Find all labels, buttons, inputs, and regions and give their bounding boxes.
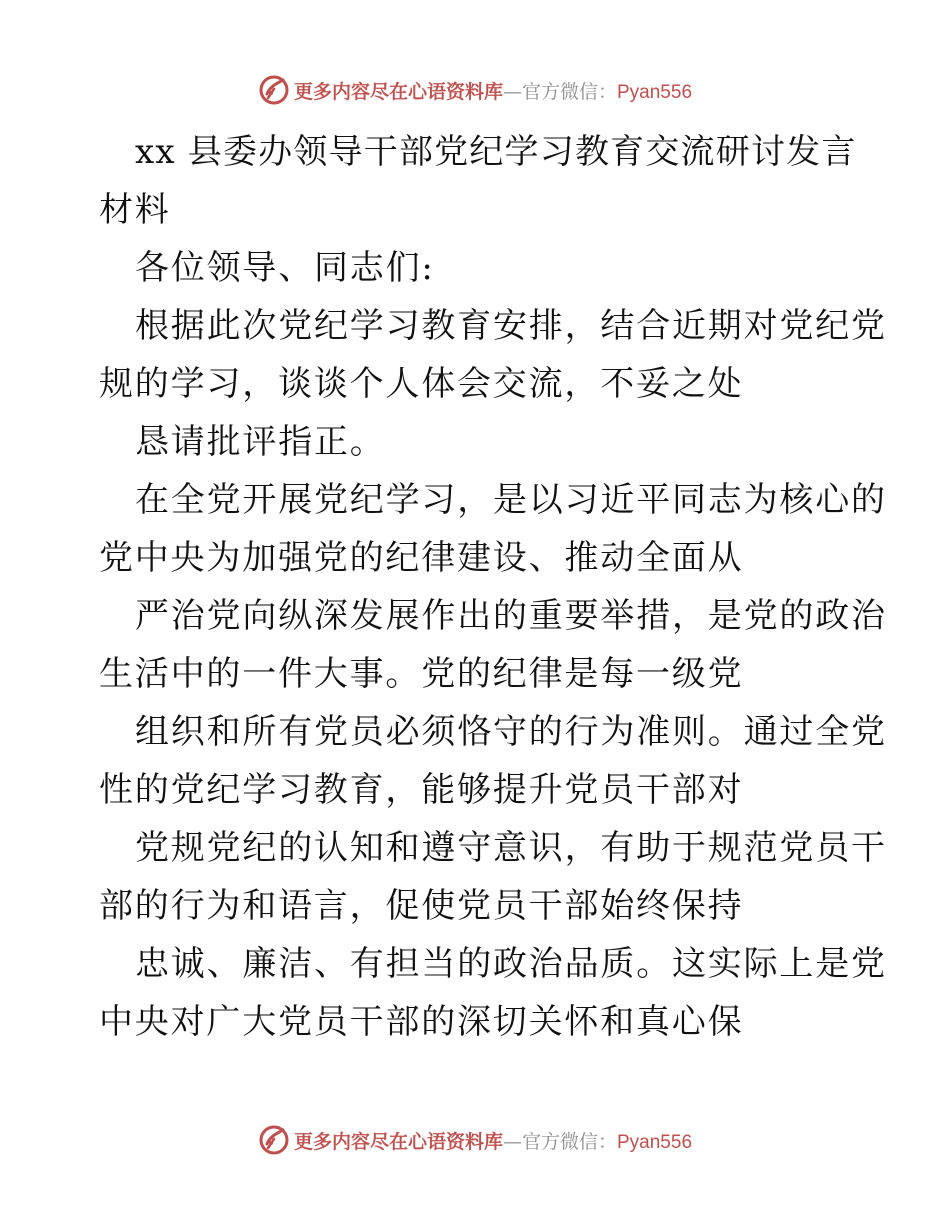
paragraph-line: 党规党纪的认知和遵守意识，有助于规范党员干 [135,828,887,868]
header-watermark [0,72,950,108]
paragraph-line: 党中央为加强党的纪律建设、推动全面从 [99,538,744,578]
watermark-text [294,1127,692,1154]
watermark-wechat-label: 官方微信： [521,80,617,103]
paragraph-line: 规的学习，谈谈个人体会交流，不妥之处 [99,364,744,404]
watermark-group [258,1124,692,1156]
paragraph-line: 中央对广大党员干部的深切关怀和真心保 [99,1002,744,1042]
paragraph-line: 忠诚、廉洁、有担当的政治品质。这实际上是党 [135,944,887,984]
paragraph-line: 组织和所有党员必须恪守的行为准则。通过全党 [135,712,887,752]
paragraph-line: 生活中的一件大事。党的纪律是每一级党 [99,654,744,694]
watermark-text [294,77,692,104]
watermark-separator: — [502,1130,522,1153]
watermark-brand: 更多内容尽在心语资料库 [293,80,503,103]
paragraph-line: 在全党开展党纪学习，是以习近平同志为核心的 [135,480,887,520]
paragraph-line: 恳请批评指正。 [135,422,386,462]
paragraph-line: 部的行为和语言，促使党员干部始终保持 [99,886,744,926]
salutation: 各位领导、同志们: [135,248,435,288]
paragraph-line: 性的党纪学习教育，能够提升党员干部对 [99,770,744,810]
watermark-brand: 更多内容尽在心语资料库 [293,1130,503,1153]
watermark-wechat-id: Pyan556 [617,1131,693,1153]
watermark-separator: — [502,80,522,103]
title-line-2: 材料 [99,190,171,230]
document-body [99,123,887,1051]
watermark-group [258,74,692,106]
watermark-wechat-id: Pyan556 [617,81,693,103]
footer-watermark [0,1122,950,1158]
brand-logo-icon [258,1124,290,1156]
paragraph-line: 根据此次党纪学习教育安排，结合近期对党纪党 [135,306,887,346]
title-line-1: xx 县委办领导干部党纪学习教育交流研讨发言 [135,132,857,172]
paragraph-line: 严治党向纵深发展作出的重要举措，是党的政治 [135,596,887,636]
watermark-wechat-label: 官方微信： [521,1130,617,1153]
brand-logo-icon [258,74,290,106]
